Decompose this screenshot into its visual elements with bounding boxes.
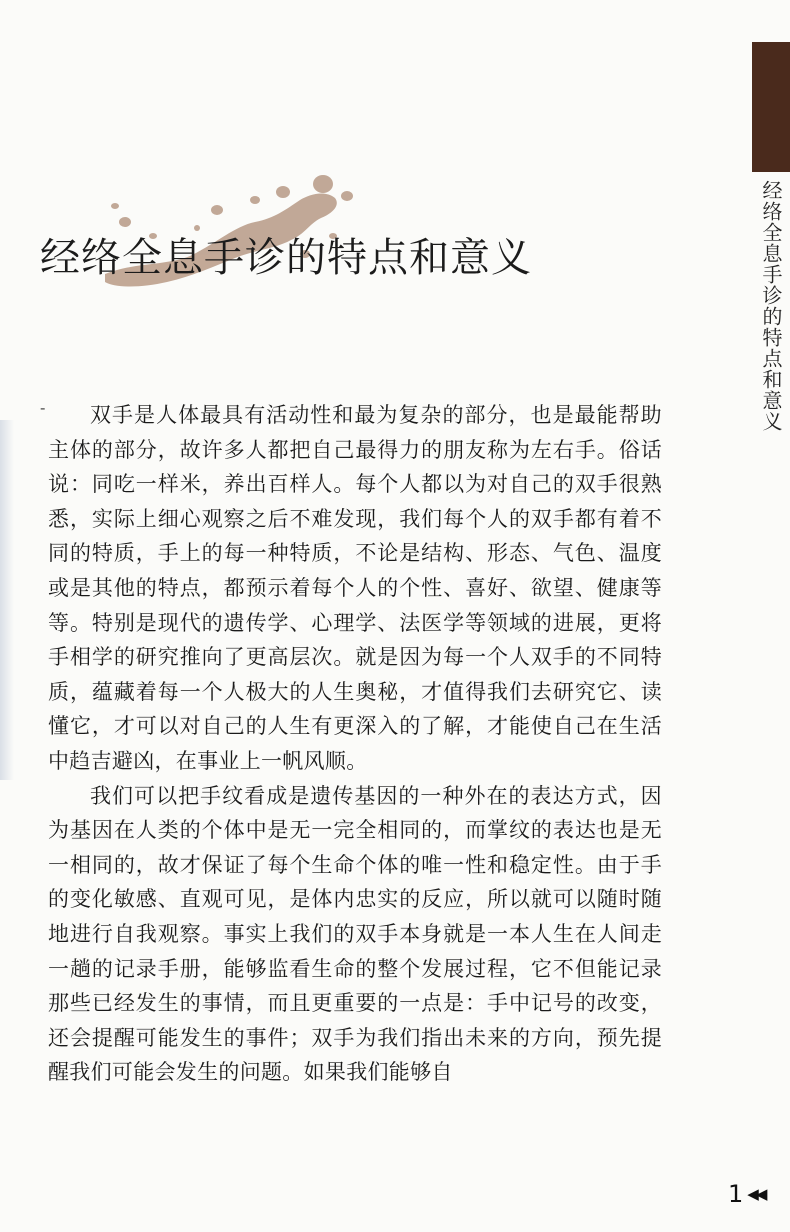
page-edge-shadow <box>0 420 14 780</box>
margin-dash: - <box>40 398 46 417</box>
page-arrows-icon: ◀◀ <box>747 1185 765 1203</box>
chapter-title: 经络全息手诊的特点和意义 <box>40 235 532 281</box>
running-header-vertical: 经络全息手诊的特点和意义 <box>759 180 783 432</box>
page-number: 1 <box>728 1180 744 1208</box>
body-text <box>48 398 662 1090</box>
paragraph: 双手是人体最具有活动性和最为复杂的部分，也是最能帮助主体的部分，故许多人都把自己最得力的朋友称为左右手。俗话说：同吃一样米，养出百样人。每个人都以为对自己的双手很熟悉，实际上细心观察之后不难发现，我们每个人的双手都有着不同的特质，手上的每一种特质，不论是结构、形态、气色、温度或是其他的特点，都预示着每个人的个性、喜好、欲望、健康等等。特别是现代的遗传学、心理学、法医学等领域的进展，更将手相学的研究推向了更高层次。就是因为每一个人双手的不同特质，蕴藏着每一个人极大的人生奥秘，才值得我们去研究它、读懂它，才可以对自己的人生有更深入的了解，才能使自己在生活中趋吉避凶，在事业上一帆风顺。 <box>48 403 662 773</box>
chapter-tab-marker <box>752 42 790 172</box>
page-footer <box>728 1180 764 1208</box>
paragraph: 我们可以把手纹看成是遗传基因的一种外在的表达方式，因为基因在人类的个体中是无一完全相同的，而掌纹的表达也是无一相同的，故才保证了每个生命个体的唯一性和稳定性。由于手的变化敏感、直观可见，是体内忠实的反应，所以就可以随时随地进行自我观察。事实上我们的双手本身就是一本人生在人间走一趟的记录手册，能够监看生命的整个发展过程，它不但能记录那些已经发生的事情，而且更重要的一点是：手中记号的改变，还会提醒可能发生的事件；双手为我们指出未来的方向，预先提醒我们可能会发生的问题。如果我们能够自 <box>48 783 662 1085</box>
